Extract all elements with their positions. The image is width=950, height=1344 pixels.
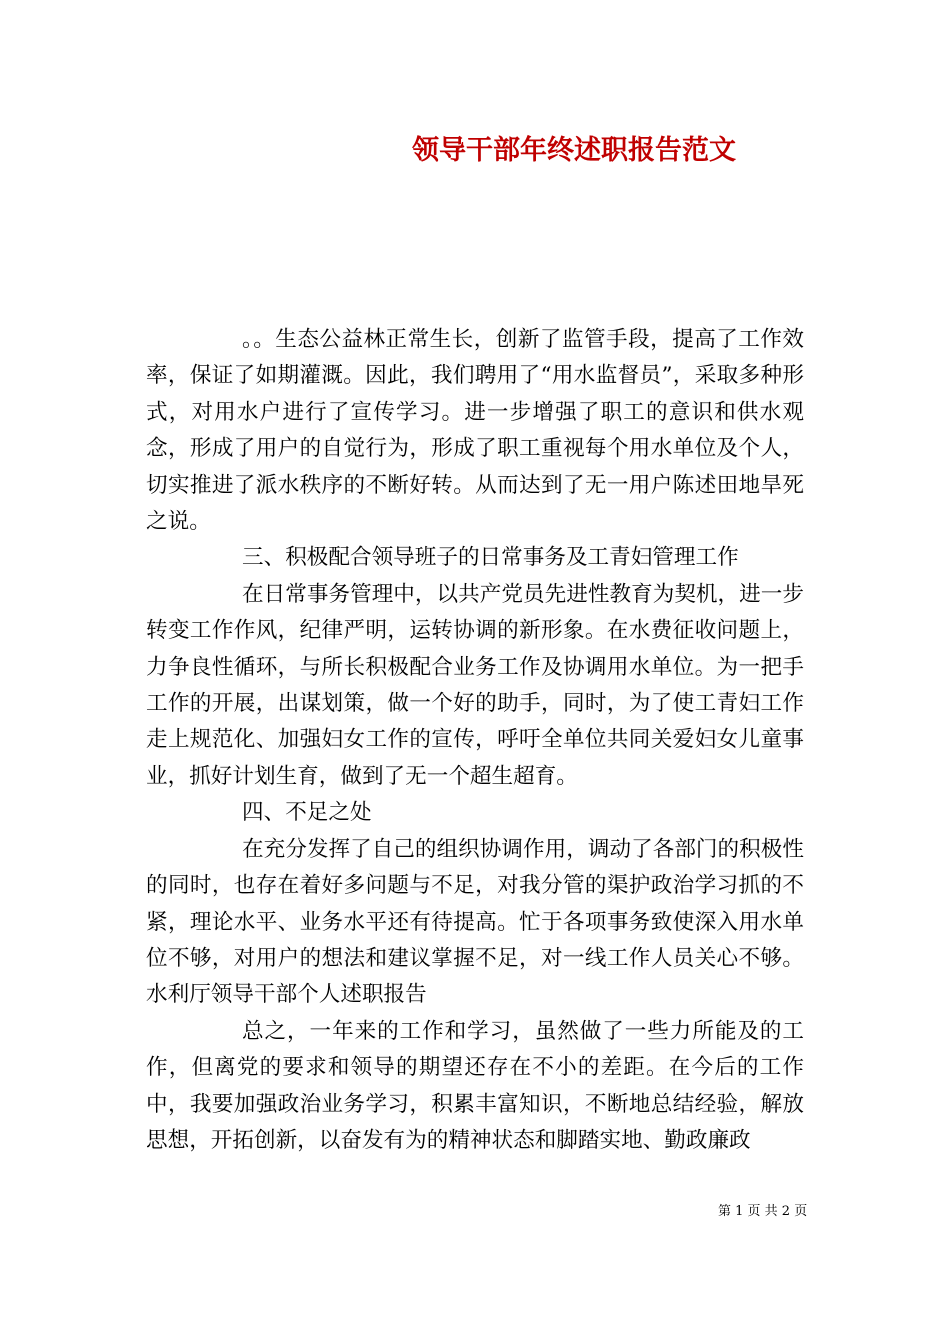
- title-block: [0, 133, 950, 173]
- paragraph-4: 总之，一年来的工作和学习，虽然做了一些力所能及的工作，但离党的要求和领导的期望还存在不小的差距。在今后的工作中，我要加强政治业务学习，积累丰富知识，不断地总结经验，解放思想，开拓创新，以奋发有为的精神状态和脚踏实地、勤政廉政: [146, 1018, 804, 1153]
- document-title: 领导干部年终述职报告范文: [412, 135, 736, 166]
- paragraph-3: 在充分发挥了自己的组织协调作用，调动了各部门的积极性的同时，也存在着好多问题与不足，对我分管的渠护政治学习抓的不紧，理论水平、业务水平还有待提高。忙于各项事务致使深入用水单位不够，对用户的想法和建议掌握不足，对一线工作人员关心不够。水利厅领导干部个人述职报告: [146, 836, 804, 1008]
- paragraph-1: 。。生态公益林正常生长，创新了监管手段，提高了工作效率，保证了如期灌溉。因此，我们聘用了“用水监督员”，采取多种形式，对用水户进行了宣传学习。进一步增强了职工的意识和供水观念，形成了用户的自觉行为，形成了职工重视每个用水单位及个人，切实推进了派水秩序的不断好转。从而达到了无一用户陈述田地旱死之说。: [146, 327, 804, 535]
- section-heading-4: 四、不足之处: [242, 800, 372, 826]
- document-body: [146, 322, 804, 1159]
- page-number-footer: 第 1 页 共 2 页: [718, 1204, 808, 1219]
- section-heading-3: 三、积极配合领导班子的日常事务及工青妇管理工作: [242, 545, 739, 571]
- paragraph-2: 在日常事务管理中，以共产党员先进性教育为契机，进一步转变工作作风，纪律严明，运转协调的新形象。在水费征收问题上，力争良性循环，与所长积极配合业务工作及协调用水单位。为一把手工作的开展，出谋划策，做一个好的助手，同时，为了使工青妇工作走上规范化、加强妇女工作的宣传，呼吁全单位共同关爱妇女儿童事业，抓好计划生育，做到了无一个超生超育。: [146, 581, 804, 789]
